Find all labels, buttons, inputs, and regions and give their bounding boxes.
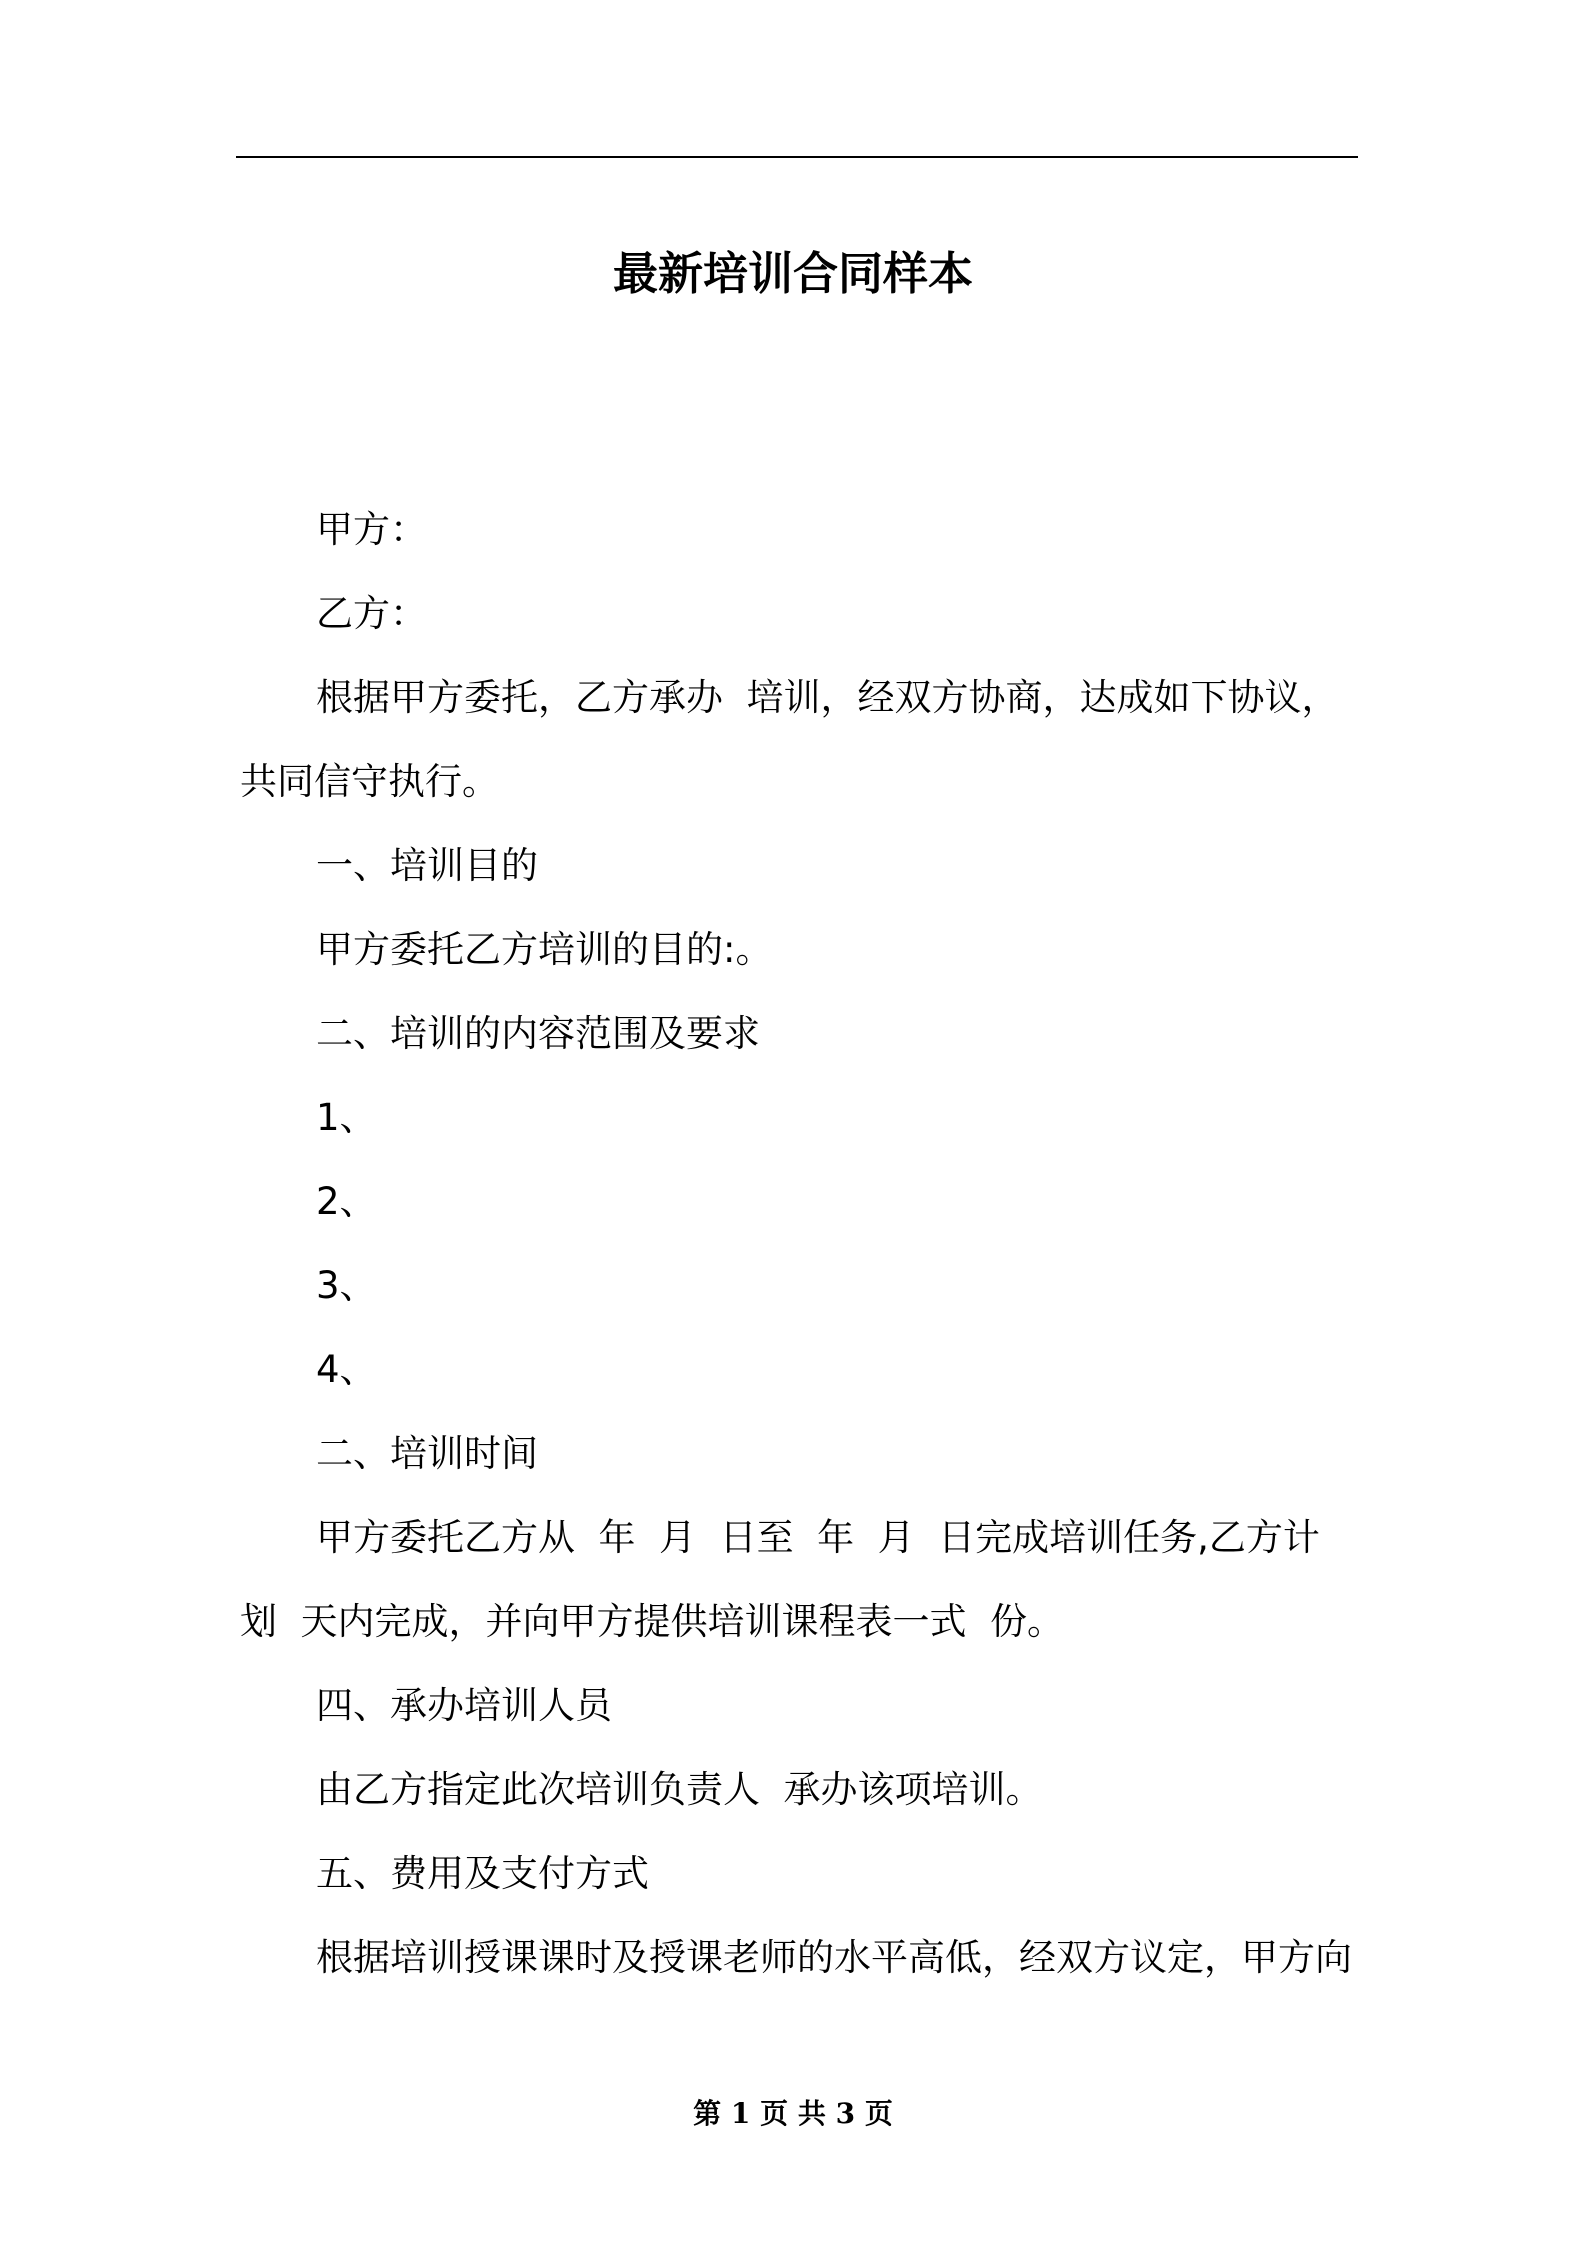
staff-paragraph: 由乙方指定此次培训负责人 承办该项培训。 [316,1768,1043,1811]
section-heading-content: 二、培训的内容范围及要求 [316,1012,760,1055]
section-heading-purpose: 一、培训目的 [316,844,538,887]
list-item: 1、 [316,1096,377,1139]
preamble-paragraph: 根据甲方委托，乙方承办 培训，经双方协商，达成如下协议，共同信守执行。 [240,676,1339,803]
page-number: 第 1 页 共 3 页 [693,2097,893,2130]
list-item: 2、 [316,1180,377,1223]
fees-paragraph: 根据培训授课课时及授课老师的水平高低，经双方议定，甲方向 [316,1936,1352,1979]
section-heading-staff: 四、承办培训人员 [316,1684,612,1727]
time-paragraph: 甲方委托乙方从 年 月 日至 年 月 日完成培训任务,乙方计划 天内完成，并向甲方提供培训课程表一式 份。 [240,1516,1320,1643]
contract-body [240,488,1354,2000]
list-item: 3、 [316,1264,377,1307]
header-rule [236,156,1358,158]
purpose-paragraph: 甲方委托乙方培训的目的:。 [316,928,773,971]
party-a-line: 甲方： [316,508,427,551]
party-b-line: 乙方： [316,592,427,635]
section-heading-fees: 五、费用及支付方式 [316,1852,649,1895]
list-item: 4、 [316,1348,377,1391]
section-heading-time: 二、培训时间 [316,1432,538,1475]
document-title: 最新培训合同样本 [612,247,973,301]
